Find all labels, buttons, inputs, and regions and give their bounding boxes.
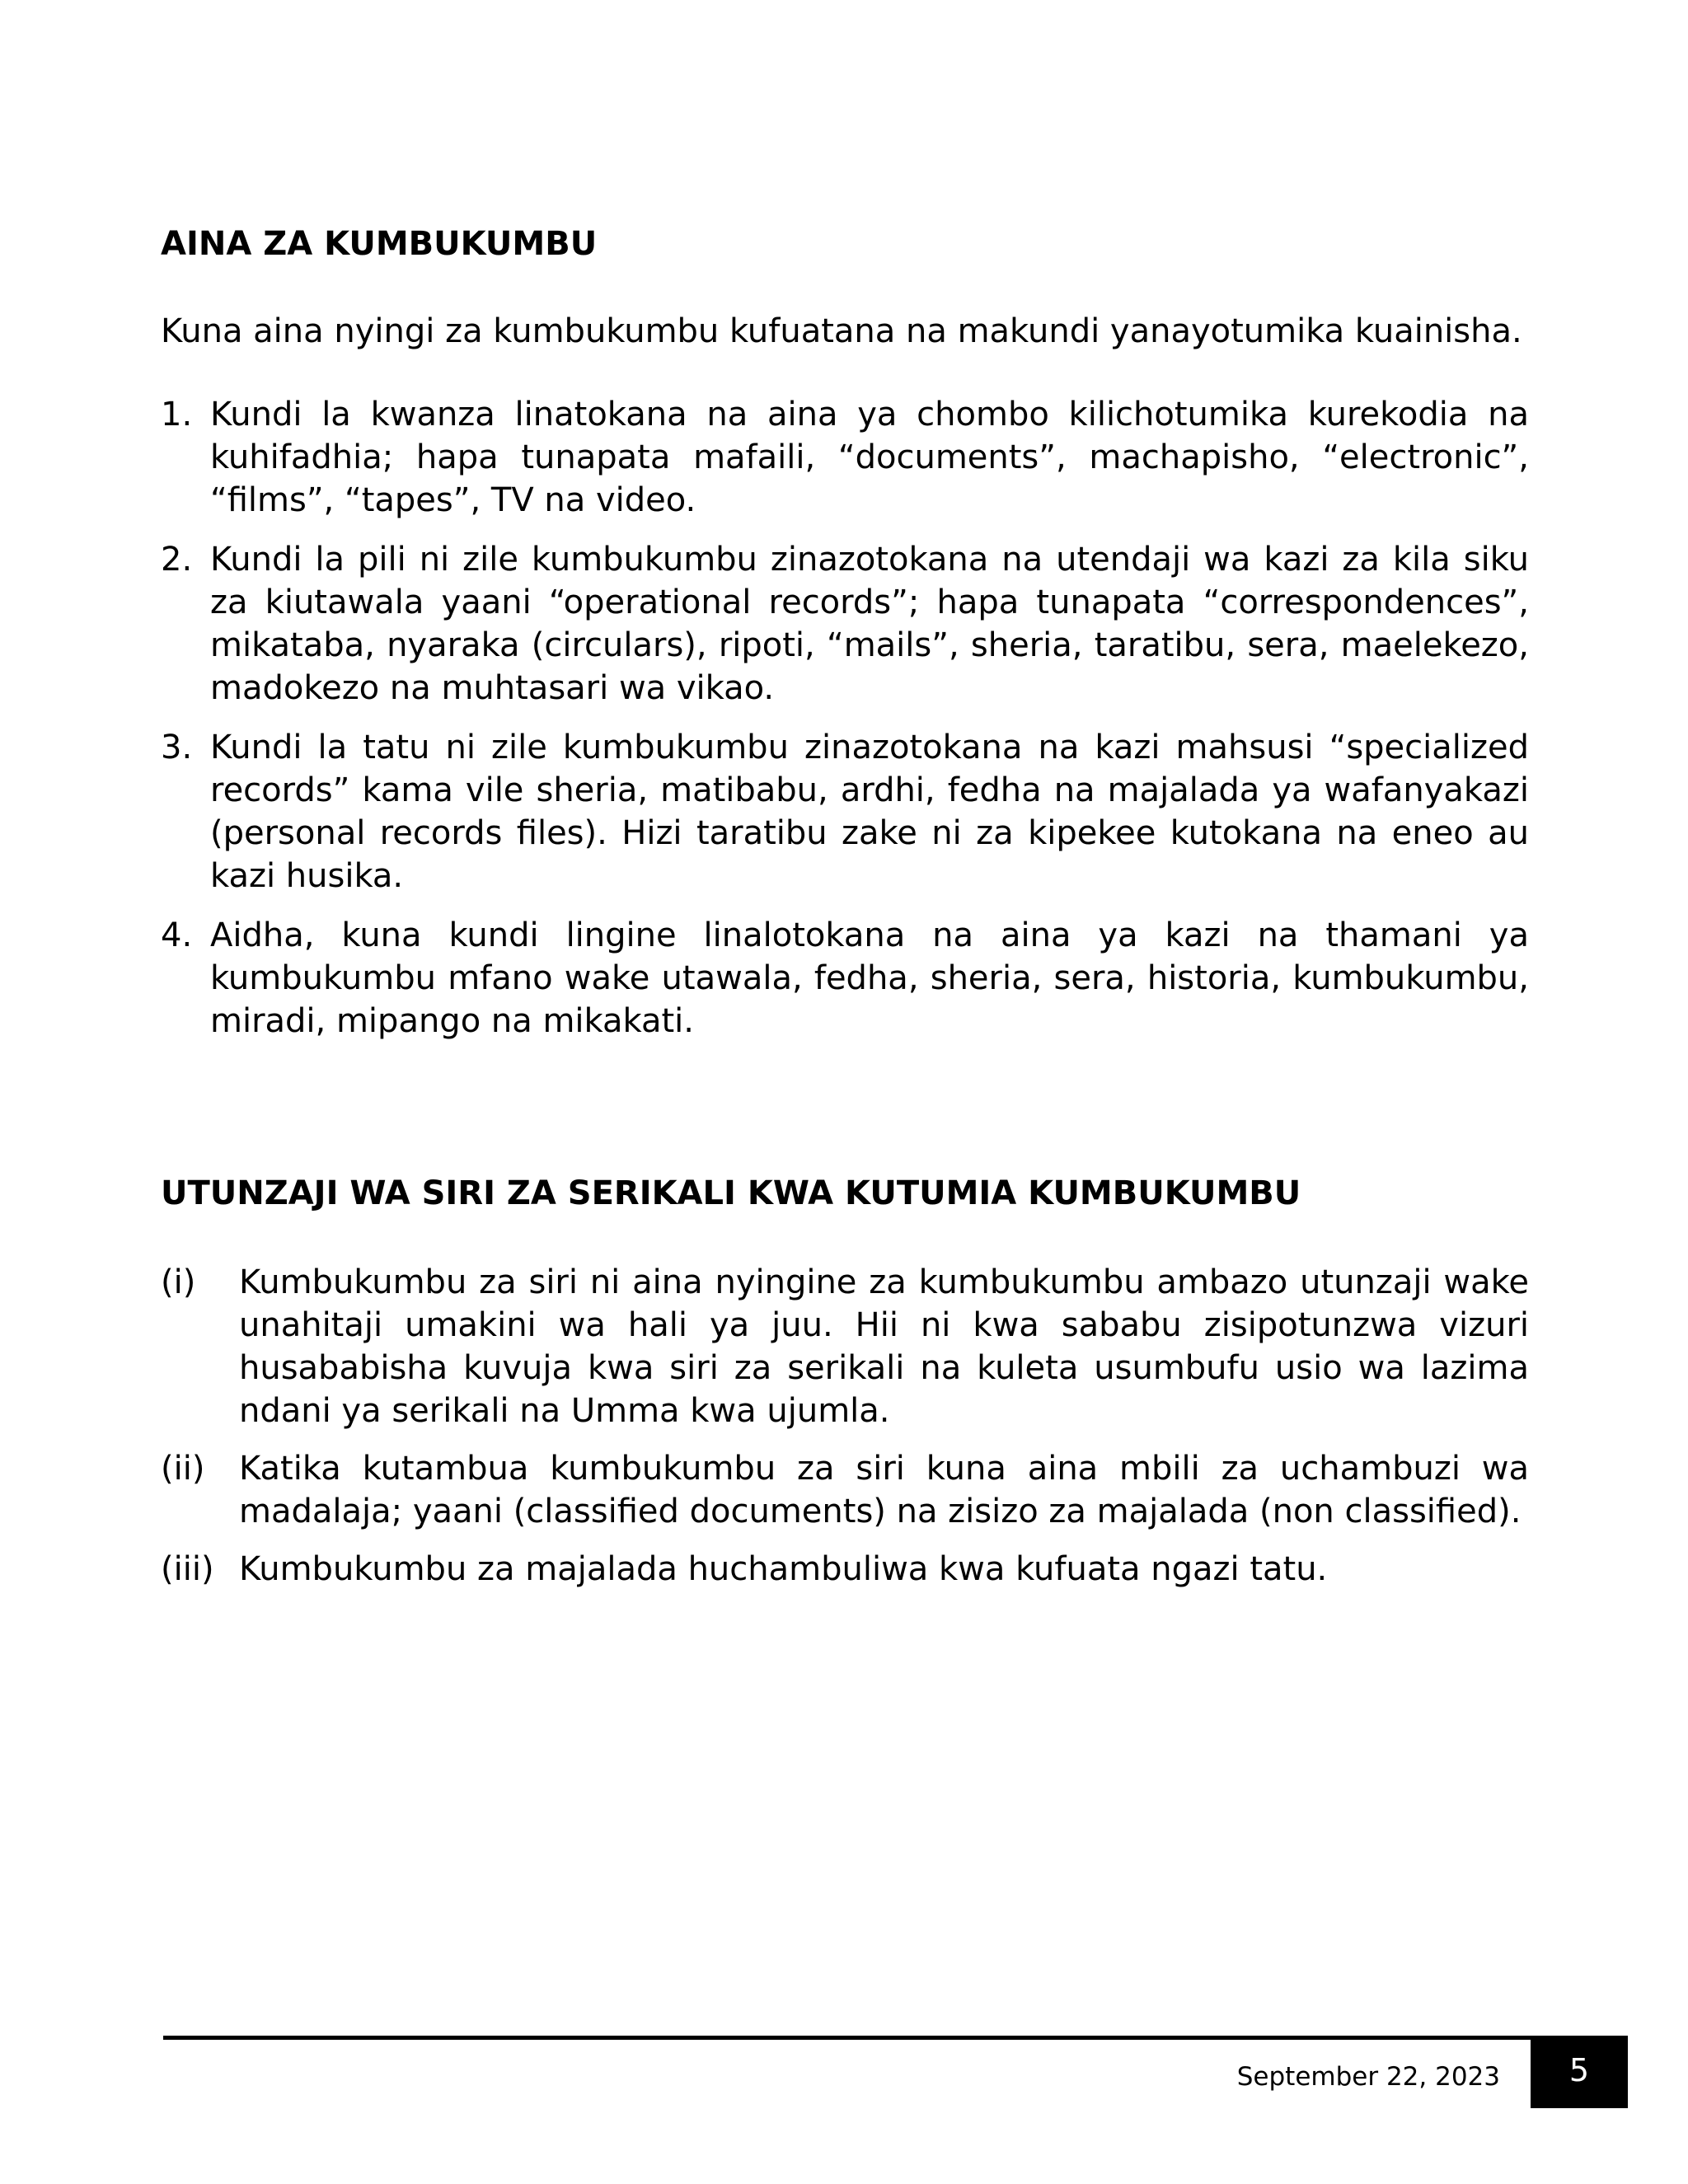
list-item-number: 4. — [161, 916, 193, 954]
list-item — [161, 393, 1529, 522]
list-item — [161, 538, 1529, 710]
list-item — [161, 1261, 1529, 1432]
list-item-text: Kundi la pili ni zile kumbukumbu zinazotokana na utendaji wa kazi za kila siku za kiutawala yaani “operational records”; hapa tunapata “correspondences”, mikataba, nyaraka (circulars), ripoti, “mails”, sheria, taratibu, sera, maelekezo, madokezo na muhtasari wa vikao. — [210, 541, 1529, 707]
footer-date: September 22, 2023 — [1236, 2062, 1500, 2092]
numbered-list — [161, 393, 1529, 1059]
list-item — [161, 726, 1529, 898]
list-item — [161, 1548, 1529, 1591]
list-item-numeral: (ii) — [161, 1450, 205, 1488]
list-item-numeral: (iii) — [161, 1550, 214, 1588]
footer-divider — [163, 2036, 1531, 2040]
section-heading-aina: AINA ZA KUMBUKUMBU — [161, 225, 598, 263]
list-item-text: Kundi la tatu ni zile kumbukumbu zinazotokana na kazi mahsusi “specialized records” kama vile sheria, matibabu, ardhi, fedha na majalada ya wafanyakazi (personal records files). Hizi taratibu zake ni za kipekee kutokana na eneo au kazi husika. — [210, 729, 1529, 895]
list-item-text: Kumbukumbu za siri ni aina nyingine za kumbukumbu ambazo utunzaji wake unahitaji umakini wa hali ya juu. Hii ni kwa sababu zisipotunzwa vizuri husababisha kuvuja kwa siri za serikali na kuleta usumbufu usio wa lazima ndani ya serikali na Umma kwa ujumla. — [239, 1263, 1529, 1430]
page-number: 5 — [1531, 2036, 1628, 2108]
list-item — [161, 914, 1529, 1043]
section-heading-utunzaji: UTUNZAJI WA SIRI ZA SERIKALI KWA KUTUMIA KUMBUKUMBU — [161, 1174, 1301, 1212]
roman-list — [161, 1261, 1529, 1605]
list-item-number: 3. — [161, 729, 193, 766]
list-item-text: Kundi la kwanza linatokana na aina ya chombo kilichotumika kurekodia na kuhifadhia; hapa tunapata mafaili, “documents”, machapisho, “electronic”, “films”, “tapes”, TV na video. — [210, 396, 1529, 519]
list-item-text: Kumbukumbu za majalada huchambuliwa kwa kufuata ngazi tatu. — [239, 1550, 1328, 1588]
list-item-number: 2. — [161, 541, 193, 579]
list-item-number: 1. — [161, 396, 193, 434]
list-item-text: Aidha, kuna kundi lingine linalotokana na aina ya kazi na thamani ya kumbukumbu mfano wake utawala, fedha, sheria, sera, historia, kumbukumbu, miradi, mipango na mikakati. — [210, 916, 1529, 1040]
list-item — [161, 1447, 1529, 1533]
intro-paragraph: Kuna aina nyingi za kumbukumbu kufuatana na makundi yanayotumika kuainisha. — [161, 312, 1522, 350]
list-item-numeral: (i) — [161, 1263, 196, 1301]
list-item-text: Katika kutambua kumbukumbu za siri kuna aina mbili za uchambuzi wa madalaja; yaani (classified documents) na zisizo za majalada (non classified). — [239, 1450, 1529, 1530]
